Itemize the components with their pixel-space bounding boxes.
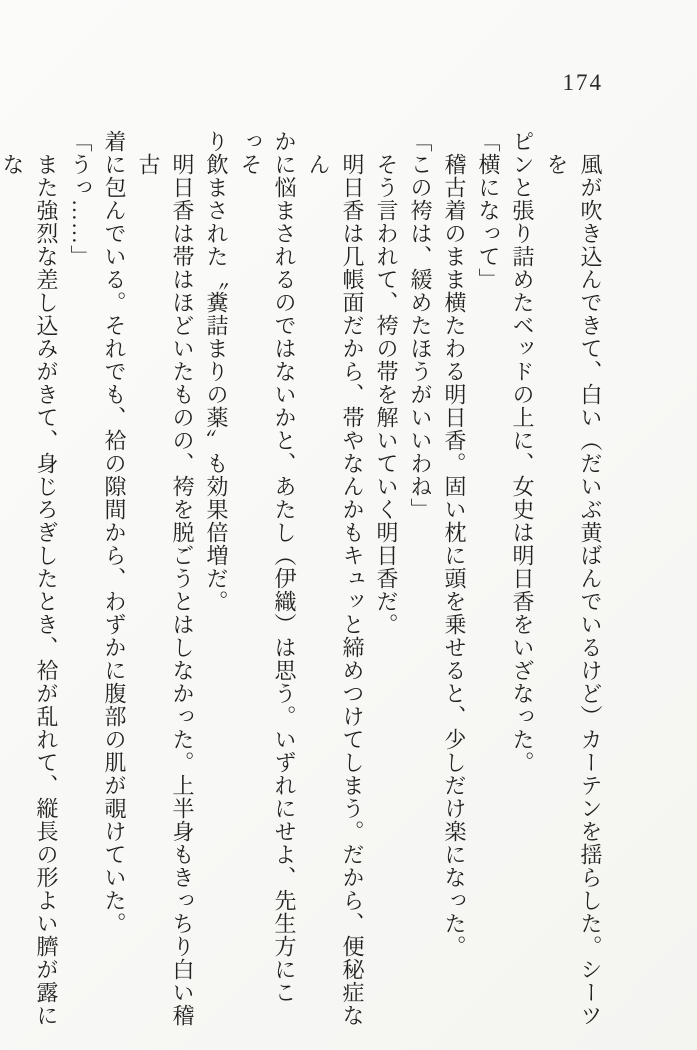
text-line: 明日香は几帳面だから、帯やなんかもキュッと締めつけてしまう。だから、便秘症なん xyxy=(306,153,365,1027)
text-line: 「この袴は、緩めたほうがいいわね」 xyxy=(408,130,433,521)
text-line: 「うっ……」 xyxy=(68,130,93,268)
text-line: 着に包んでいる。それでも、袷の隙間から、わずかに腹部の肌が覗けていた。 xyxy=(102,130,127,935)
text-line: 風が吹き込んできて、白い（だいぶ黄ばんでいるけど）カーテンを揺らした。シーツを xyxy=(544,153,603,1027)
text-line: 稽古着のまま横たわる明日香。固い枕に頭を乗せると、少しだけ楽になった。 xyxy=(442,153,467,958)
text-line: ピンと張り詰めたベッドの上に、女史は明日香をいざなった。 xyxy=(510,130,535,774)
text-body xyxy=(0,130,607,1027)
text-line: かに悩まされるのではないかと、あたし（伊織）は思う。いずれにせよ、先生方にこっそ xyxy=(238,130,297,1004)
text-line: また強烈な差し込みがきて、身じろぎしたとき、袷が乱れて、縦長の形よい臍が露にな xyxy=(0,153,59,1027)
text-line: そう言われて、袴の帯を解いていく明日香だ。 xyxy=(374,153,399,636)
page-number: 174 xyxy=(562,70,603,95)
text-line: り飲まされた〝糞詰まりの薬〞も効果倍増だ。 xyxy=(204,130,229,613)
text-line: 明日香は帯はほどいたものの、袴を脱ごうとはしなかった。上半身もきっちり白い稽古 xyxy=(136,153,195,1027)
text-line: 「横になって」 xyxy=(476,130,501,291)
